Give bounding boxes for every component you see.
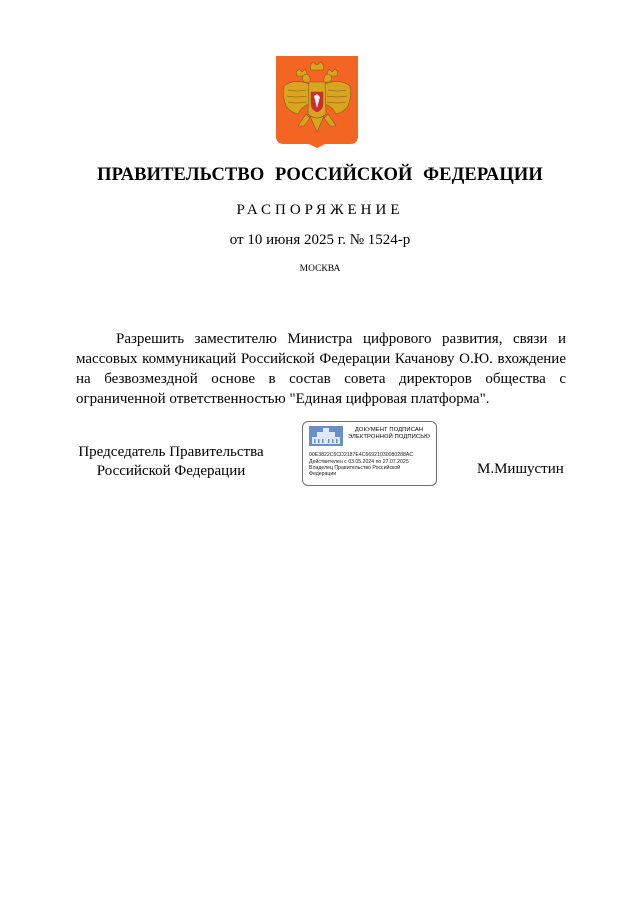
document-type: РАСПОРЯЖЕНИЕ xyxy=(236,202,404,218)
stamp-heading xyxy=(343,427,435,441)
order-paragraph: Разрешить заместителю Министра цифрового развития, связи и массовых коммуникаций Российской Федерации Качанову О.Ю. вхождение на безвозмездной основе в состав совета директоров общества с ограниченной ответственностью "Единая цифровая платформа". xyxy=(76,331,566,407)
electronic-signature-stamp xyxy=(302,421,437,486)
stamp-heading-line2: ЭЛЕКТРОННОЙ ПОДПИСЬЮ xyxy=(347,434,431,440)
stamp-heading-line1: ДОКУМЕНТ ПОДПИСАН xyxy=(354,427,424,433)
document-date-number: от 10 июня 2025 г. № 1524-р xyxy=(229,232,411,248)
signer-name: М.Мишустин xyxy=(477,461,564,477)
signer-title: Председатель Правительства Российской Федерации xyxy=(78,444,264,479)
stamp-validity: Действителен с 03.05.2024 по 27.07.2025 xyxy=(309,459,409,465)
government-title: ПРАВИТЕЛЬСТВО РОССИЙСКОЙ ФЕДЕРАЦИИ xyxy=(97,165,543,185)
stamp-owner-line2: Федерации xyxy=(309,471,337,477)
stamp-certificate: 00E3822C6CD2187E4C66921030080288AC xyxy=(309,452,414,458)
stamp-owner-line1: Владелец Правительство Российской xyxy=(309,465,401,471)
government-building-icon xyxy=(309,426,343,446)
coat-of-arms-icon xyxy=(276,56,358,148)
document-city: МОСКВА xyxy=(299,264,341,274)
